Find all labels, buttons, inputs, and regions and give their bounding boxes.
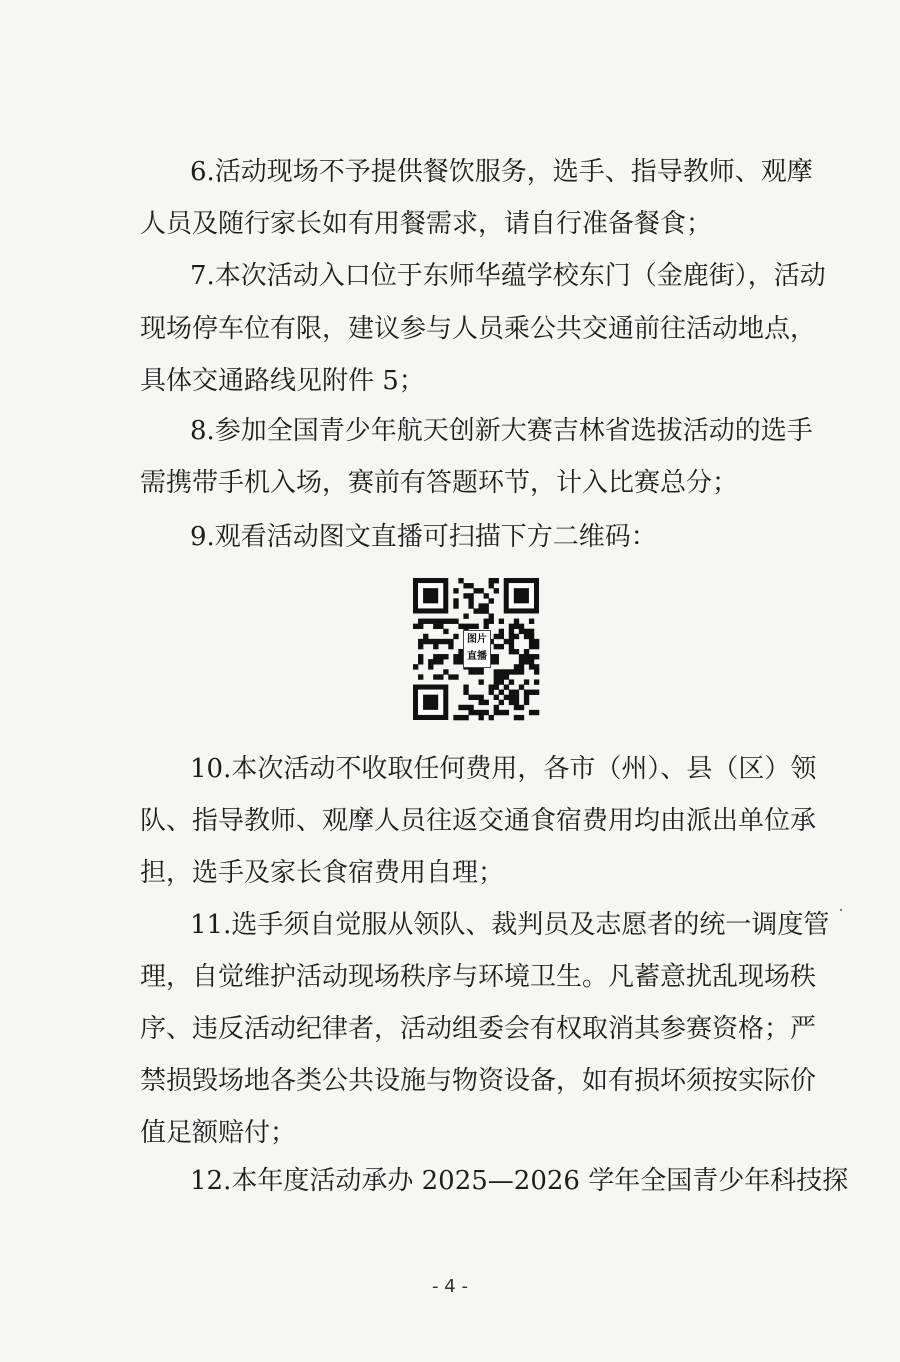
qr-module: [484, 593, 489, 598]
qr-module: [534, 669, 539, 674]
qr-module: [529, 639, 534, 644]
qr-module: [458, 578, 463, 583]
qr-module: [453, 715, 458, 720]
qr-module: [423, 634, 428, 639]
qr-module: [534, 654, 539, 659]
qr-module: [519, 715, 524, 720]
qr-module: [499, 674, 504, 679]
qr-module: [423, 639, 428, 644]
qr-module: [473, 608, 478, 613]
qr-module: [524, 659, 529, 664]
qr-module: [529, 710, 534, 715]
qr-module: [418, 619, 423, 624]
item-11-line-3: 序、违反活动纪律者，活动组委会有权取消其参赛资格；严: [140, 1014, 817, 1044]
qr-module: [418, 624, 423, 629]
qr-module: [524, 679, 529, 684]
qr-module: [509, 624, 514, 629]
qr-module: [453, 674, 458, 679]
qr-module: [458, 715, 463, 720]
qr-module: [494, 710, 499, 715]
qr-label-line-1: 图片: [467, 634, 487, 645]
qr-module: [494, 659, 499, 664]
qr-module: [534, 679, 539, 684]
qr-module: [484, 608, 489, 613]
qr-module: [473, 624, 478, 629]
qr-module: [443, 639, 448, 644]
item-10-line-1: 10.本次活动不收取任何费用，各市（州）、县（区）领: [190, 754, 817, 784]
qr-module: [489, 614, 494, 619]
qr-module: [489, 619, 494, 624]
qr-module: [534, 664, 539, 669]
qr-module: [524, 654, 529, 659]
item-7-line-1: 7.本次活动入口位于东师华蕴学校东门（金鹿街），活动: [190, 261, 826, 291]
qr-module: [519, 685, 524, 690]
qr-module: [463, 685, 468, 690]
qr-module: [504, 685, 509, 690]
qr-module: [438, 674, 443, 679]
qr-module: [489, 715, 494, 720]
item-11-line-4: 禁损毁场地各类公共设施与物资设备，如有损坏须按实际价: [140, 1066, 817, 1096]
qr-module: [473, 695, 478, 700]
qr-module: [489, 578, 494, 583]
qr-module: [499, 700, 504, 705]
qr-module: [529, 659, 534, 664]
qr-module: [534, 639, 539, 644]
qr-module: [468, 583, 473, 588]
qr-module: [499, 629, 504, 634]
qr-module: [453, 619, 458, 624]
qr-module: [473, 669, 478, 674]
qr-module: [519, 669, 524, 674]
qr-module: [468, 593, 473, 598]
qr-module: [418, 654, 423, 659]
qr-module: [524, 690, 529, 695]
qr-module: [519, 654, 524, 659]
qr-module: [448, 639, 453, 644]
qr-module: [443, 619, 448, 624]
qr-module: [514, 669, 519, 674]
qr-module: [433, 674, 438, 679]
qr-module: [413, 624, 418, 629]
qr-module: [438, 639, 443, 644]
live-stream-qr-code[interactable]: [413, 578, 539, 720]
qr-module: [509, 629, 514, 634]
qr-module: [519, 624, 524, 629]
qr-module: [443, 654, 448, 659]
qr-module: [494, 634, 499, 639]
qr-module: [423, 619, 428, 624]
qr-module: [479, 608, 484, 613]
qr-module: [438, 624, 443, 629]
qr-center-label: [463, 630, 491, 668]
item-6-line-1: 6.活动现场不予提供餐饮服务，选手、指导教师、观摩: [190, 157, 813, 187]
qr-module: [418, 674, 423, 679]
qr-module: [519, 664, 524, 669]
item-9-line-1: 9.观看活动图文直播可扫描下方二维码：: [190, 522, 657, 552]
qr-module: [438, 619, 443, 624]
qr-module: [494, 588, 499, 593]
qr-module: [479, 715, 484, 720]
qr-module: [514, 705, 519, 710]
qr-module: [479, 588, 484, 593]
item-11-line-2: 理，自觉维护活动现场秩序与环境卫生。凡蓄意扰乱现场秩: [140, 962, 817, 992]
qr-module: [514, 715, 519, 720]
qr-module: [479, 603, 484, 608]
qr-module: [509, 700, 514, 705]
qr-module: [433, 619, 438, 624]
scan-speck: [840, 909, 842, 911]
qr-module: [463, 593, 468, 598]
qr-module: [453, 654, 458, 659]
qr-module: [514, 624, 519, 629]
qr-module: [479, 669, 484, 674]
qr-module: [494, 679, 499, 684]
qr-module: [494, 685, 499, 690]
qr-module: [484, 710, 489, 715]
qr-finder-center: [514, 588, 529, 603]
qr-module: [524, 695, 529, 700]
qr-module: [509, 634, 514, 639]
qr-module: [494, 674, 499, 679]
qr-module: [509, 639, 514, 644]
qr-module: [509, 679, 514, 684]
qr-module: [529, 690, 534, 695]
qr-label-line-2: 直播: [467, 651, 487, 662]
qr-module: [499, 644, 504, 649]
qr-module: [428, 639, 433, 644]
qr-module: [514, 634, 519, 639]
page-number: - 4 -: [432, 1276, 468, 1297]
qr-module: [479, 679, 484, 684]
qr-module: [448, 674, 453, 679]
qr-module: [453, 588, 458, 593]
qr-module: [453, 603, 458, 608]
item-10-line-3: 担，选手及家长食宿费用自理；: [140, 858, 505, 888]
qr-module: [473, 588, 478, 593]
qr-module: [504, 695, 509, 700]
qr-module: [509, 690, 514, 695]
qr-module: [524, 649, 529, 654]
qr-module: [499, 710, 504, 715]
qr-module: [504, 669, 509, 674]
qr-module: [489, 598, 494, 603]
qr-module: [504, 674, 509, 679]
qr-module: [529, 634, 534, 639]
qr-module: [524, 700, 529, 705]
qr-module: [484, 700, 489, 705]
qr-module: [494, 578, 499, 583]
qr-module: [529, 664, 534, 669]
qr-module: [519, 659, 524, 664]
qr-module: [484, 624, 489, 629]
qr-module: [514, 700, 519, 705]
qr-module: [468, 710, 473, 715]
qr-module: [509, 649, 514, 654]
qr-module: [519, 629, 524, 634]
qr-module: [458, 705, 463, 710]
qr-module: [438, 659, 443, 664]
qr-module: [448, 644, 453, 649]
qr-module: [463, 583, 468, 588]
qr-module: [463, 614, 468, 619]
qr-module: [529, 654, 534, 659]
qr-module: [418, 659, 423, 664]
qr-module: [494, 695, 499, 700]
qr-module: [529, 619, 534, 624]
qr-module: [453, 659, 458, 664]
qr-module: [438, 654, 443, 659]
qr-module: [514, 619, 519, 624]
qr-module: [463, 715, 468, 720]
qr-module: [509, 695, 514, 700]
qr-module: [514, 695, 519, 700]
item-12-line-1: 12.本年度活动承办 2025—2026 学年全国青少年科技探: [190, 1166, 849, 1196]
qr-module: [428, 664, 433, 669]
qr-module: [428, 659, 433, 664]
item-7-line-3: 具体交通路线见附件 5；: [140, 366, 425, 396]
qr-module: [504, 710, 509, 715]
qr-module: [514, 649, 519, 654]
qr-module: [514, 690, 519, 695]
qr-module: [463, 624, 468, 629]
qr-module: [489, 685, 494, 690]
qr-module: [499, 634, 504, 639]
item-11-line-5: 值足额赔付；: [140, 1118, 297, 1148]
qr-module: [433, 659, 438, 664]
item-11-line-1: 11.选手须自觉服从领队、裁判员及志愿者的统一调度管: [190, 910, 830, 940]
qr-module: [443, 629, 448, 634]
qr-module: [484, 603, 489, 608]
qr-module: [468, 598, 473, 603]
qr-module: [468, 669, 473, 674]
qr-module: [489, 583, 494, 588]
item-8-line-2: 需携带手机入场，赛前有答题环节，计入比赛总分；: [140, 468, 739, 498]
qr-module: [514, 664, 519, 669]
qr-module: [489, 690, 494, 695]
qr-module: [479, 700, 484, 705]
qr-module: [509, 644, 514, 649]
qr-module: [468, 603, 473, 608]
qr-module: [484, 619, 489, 624]
qr-module: [519, 705, 524, 710]
qr-module: [499, 619, 504, 624]
qr-module: [494, 669, 499, 674]
qr-module: [499, 690, 504, 695]
qr-module: [433, 644, 438, 649]
qr-module: [433, 654, 438, 659]
qr-module: [524, 634, 529, 639]
qr-module: [499, 669, 504, 674]
qr-module: [504, 639, 509, 644]
qr-module: [499, 679, 504, 684]
qr-module: [524, 629, 529, 634]
qr-module: [413, 664, 418, 669]
qr-module: [529, 644, 534, 649]
qr-module: [448, 619, 453, 624]
qr-module: [453, 634, 458, 639]
item-10-line-2: 队、指导教师、观摩人员往返交通食宿费用均由派出单位承: [140, 806, 817, 836]
item-8-line-1: 8.参加全国青少年航天创新大赛吉林省选拔活动的选手: [190, 416, 813, 446]
qr-module: [463, 690, 468, 695]
qr-module: [443, 669, 448, 674]
qr-module: [458, 624, 463, 629]
qr-module: [468, 624, 473, 629]
qr-module: [433, 639, 438, 644]
qr-module: [529, 629, 534, 634]
qr-module: [428, 619, 433, 624]
qr-module: [473, 710, 478, 715]
qr-module: [534, 644, 539, 649]
qr-module: [468, 705, 473, 710]
item-7-line-2: 现场停车位有限，建议参与人员乘公共交通前往活动地点，: [140, 314, 817, 344]
qr-module: [418, 644, 423, 649]
qr-module: [534, 710, 539, 715]
qr-module: [494, 644, 499, 649]
item-6-line-2: 人员及随行家长如有用餐需求，请自行准备餐食；: [140, 209, 713, 239]
qr-module: [433, 624, 438, 629]
qr-module: [494, 705, 499, 710]
qr-module: [494, 654, 499, 659]
qr-module: [509, 669, 514, 674]
qr-finder-center: [423, 695, 438, 710]
qr-module: [479, 710, 484, 715]
qr-module: [534, 690, 539, 695]
qr-module: [453, 598, 458, 603]
qr-finder-center: [423, 588, 438, 603]
qr-module: [463, 705, 468, 710]
qr-module: [479, 695, 484, 700]
qr-module: [418, 639, 423, 644]
qr-module: [468, 695, 473, 700]
